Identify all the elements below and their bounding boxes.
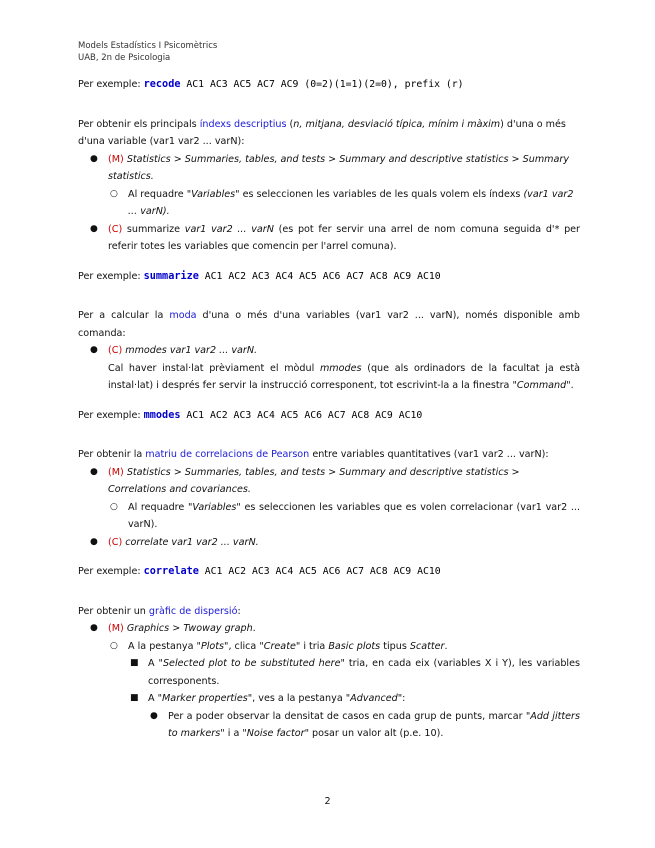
descriptives-list bbox=[78, 151, 580, 256]
sub-italic: Basic plots bbox=[328, 640, 381, 652]
sub-text: " tria, en cada eix (variables X i Y), les variables corresponents. bbox=[148, 658, 580, 687]
scatter-link[interactable]: gràfic de dispersió bbox=[148, 605, 238, 617]
scatter-intro bbox=[78, 603, 580, 621]
bullet-disc-icon: ● bbox=[150, 710, 158, 721]
list-item bbox=[78, 655, 580, 690]
correlation-link[interactable]: matriu de correlacions de Pearson bbox=[145, 449, 310, 460]
sub-italic: Selected plot to be substituted here bbox=[162, 658, 341, 669]
list-item bbox=[78, 638, 580, 656]
header-university: UAB, 2n de Psicologia bbox=[78, 53, 171, 63]
command-name: recode bbox=[143, 79, 181, 90]
bullet-disc-icon: ● bbox=[90, 536, 98, 547]
note-italic: Command bbox=[516, 380, 567, 391]
list-item bbox=[78, 342, 580, 395]
sub-text: A " bbox=[148, 658, 163, 669]
sub-text: " posar un valor alt (p.e. 10). bbox=[304, 728, 444, 739]
sub-text: Al requadre " bbox=[128, 501, 193, 513]
menu-path: Statistics > Summaries, tables, and tests > Summary and descriptive statistics > Correlations and covariances. bbox=[108, 466, 520, 495]
sub-italic: Variables bbox=[192, 501, 237, 513]
moda-link[interactable]: moda bbox=[169, 310, 197, 321]
intro-text: Per obtenir els principals bbox=[78, 118, 200, 130]
sub-italic: (var1 var2 ... varN). bbox=[128, 188, 574, 217]
menu-end: . bbox=[252, 623, 256, 634]
example-label: Per exemple: bbox=[78, 79, 144, 90]
sub-text: " es seleccionen les variables de les quals volem els índexs bbox=[235, 188, 524, 200]
sub-italic: Noise factor bbox=[246, 728, 305, 739]
sub-text: Al requadre " bbox=[128, 188, 192, 200]
sub-italic: Marker properties bbox=[162, 693, 248, 704]
list-item bbox=[78, 499, 580, 534]
bullet-circle-icon: ○ bbox=[110, 640, 118, 651]
command-tag: (C) bbox=[108, 345, 123, 356]
sub-italic: Scatter bbox=[409, 640, 445, 652]
sub-italic: Create bbox=[263, 640, 296, 652]
page-header bbox=[78, 40, 217, 64]
intro-text: ) d'una o més d'una variable (var1 var2 ... varN): bbox=[78, 118, 566, 147]
header-course: Models Estadístics I Psicomètrics bbox=[78, 41, 218, 51]
moda-list bbox=[78, 342, 580, 395]
note-text: (que als ordinadors de la facultat ja està instal·lat) i després fer servir la instrucció corresponent, tot escrivint-la a la finestra " bbox=[108, 362, 580, 391]
command-args: AC1 AC2 AC3 AC4 AC5 AC6 AC7 AC8 AC9 AC10 bbox=[198, 270, 441, 282]
sub-italic: Add jitters to markers bbox=[168, 710, 581, 739]
command-tag: (C) bbox=[108, 223, 123, 235]
menu-path: Graphics > Twoway graph bbox=[123, 623, 253, 634]
bullet-circle-icon: ○ bbox=[110, 501, 118, 512]
sub-text: " i tria bbox=[295, 640, 329, 652]
sub-text: ", ves a la pestanya " bbox=[247, 693, 351, 704]
example-label: Per exemple: bbox=[78, 270, 144, 282]
list-item bbox=[78, 534, 580, 552]
sub-text: ", clica " bbox=[224, 640, 264, 652]
intro-text: : bbox=[237, 605, 241, 617]
sub-text: A " bbox=[148, 693, 163, 704]
bullet-square-icon: ■ bbox=[130, 658, 139, 668]
bullet-disc-icon: ● bbox=[90, 345, 98, 355]
command-name: correlate bbox=[143, 566, 199, 577]
command-args: AC1 AC2 AC3 AC4 AC5 AC6 AC7 AC8 AC9 AC10 bbox=[180, 409, 423, 421]
page-content bbox=[78, 76, 580, 743]
correlation-intro bbox=[78, 446, 580, 464]
list-item bbox=[78, 620, 580, 638]
note-italic: mmodes bbox=[319, 362, 362, 374]
intro-italic: n, mitjana, desviació típica, mínim i màxim bbox=[293, 118, 501, 130]
sub-text: A la pestanya " bbox=[128, 640, 201, 652]
example-label: Per exemple: bbox=[78, 566, 144, 577]
command-args: AC1 AC3 AC5 AC7 AC9 (0=2)(1=1)(2=0), prefix (r) bbox=[180, 79, 464, 90]
intro-text: d'una o més d'una variables (var1 var2 ... varN), només disponible amb comanda: bbox=[78, 310, 580, 339]
command-italic: var1 var2 ... varN bbox=[184, 223, 274, 235]
bullet-circle-icon: ○ bbox=[110, 188, 118, 199]
sub-text: Per a poder observar la densitat de casos en cada grup de punts, marcar " bbox=[168, 710, 531, 722]
intro-text: Per obtenir un bbox=[78, 605, 149, 617]
moda-intro bbox=[78, 307, 580, 342]
example-correlate bbox=[78, 563, 580, 581]
scatter-list bbox=[78, 620, 580, 743]
command-name: mmodes bbox=[143, 409, 181, 421]
menu-tag: (M) bbox=[108, 623, 124, 634]
descriptives-intro bbox=[78, 116, 580, 151]
correlation-list bbox=[78, 464, 580, 552]
intro-text: Per a calcular la bbox=[78, 310, 170, 321]
example-label: Per exemple: bbox=[78, 409, 144, 421]
sub-text: " i a " bbox=[220, 728, 247, 739]
list-item bbox=[78, 151, 580, 186]
sub-text: ": bbox=[397, 693, 406, 704]
sub-text: tipus bbox=[380, 640, 410, 652]
bullet-disc-icon: ● bbox=[90, 223, 98, 234]
note-text: ". bbox=[566, 380, 574, 391]
command-italic: correlate var1 var2 ... varN. bbox=[122, 536, 259, 548]
bullet-disc-icon: ● bbox=[90, 466, 98, 477]
menu-path: Statistics > Summaries, tables, and tests > Summary and descriptive statistics > Summary statistics. bbox=[108, 153, 570, 182]
command-tag: (C) bbox=[108, 536, 123, 548]
command-name: summarize bbox=[143, 270, 199, 282]
sub-italic: Advanced bbox=[350, 693, 398, 704]
sub-text: " es seleccionen les variables que es volen correlacionar (var1 var2 ... varN). bbox=[128, 501, 580, 530]
note-text: Cal haver instal·lat prèviament el mòdul bbox=[108, 362, 320, 374]
list-item bbox=[78, 221, 580, 256]
sub-italic: Variables bbox=[191, 188, 236, 200]
list-item bbox=[78, 690, 580, 708]
example-recode bbox=[78, 76, 580, 94]
example-mmodes bbox=[78, 407, 580, 425]
bullet-disc-icon: ● bbox=[90, 153, 98, 164]
list-item bbox=[78, 186, 580, 221]
intro-text: Per obtenir la bbox=[78, 449, 146, 460]
command-args: AC1 AC2 AC3 AC4 AC5 AC6 AC7 AC8 AC9 AC10 bbox=[198, 566, 441, 577]
command-text: (es pot fer servir una arrel de nom comuna seguida d'* per referir totes les variables que comencin per l'arrel comuna). bbox=[108, 223, 581, 252]
menu-tag: (M) bbox=[108, 153, 124, 165]
command-text: summarize bbox=[122, 223, 185, 235]
intro-text: entre variables quantitatives (var1 var2 ... varN): bbox=[309, 449, 549, 460]
list-item bbox=[78, 708, 580, 743]
bullet-square-icon: ■ bbox=[130, 693, 139, 703]
example-summarize bbox=[78, 268, 580, 286]
menu-tag: (M) bbox=[108, 466, 124, 478]
sub-text: . bbox=[444, 640, 448, 652]
intro-text: ( bbox=[286, 118, 294, 130]
page-number: 2 bbox=[324, 796, 331, 807]
bullet-disc-icon: ● bbox=[90, 623, 98, 633]
sub-italic: Plots bbox=[200, 640, 225, 652]
command-italic: mmodes var1 var2 ... varN. bbox=[122, 345, 258, 356]
list-item bbox=[78, 464, 580, 499]
descriptives-link[interactable]: índexs descriptius bbox=[199, 118, 287, 130]
